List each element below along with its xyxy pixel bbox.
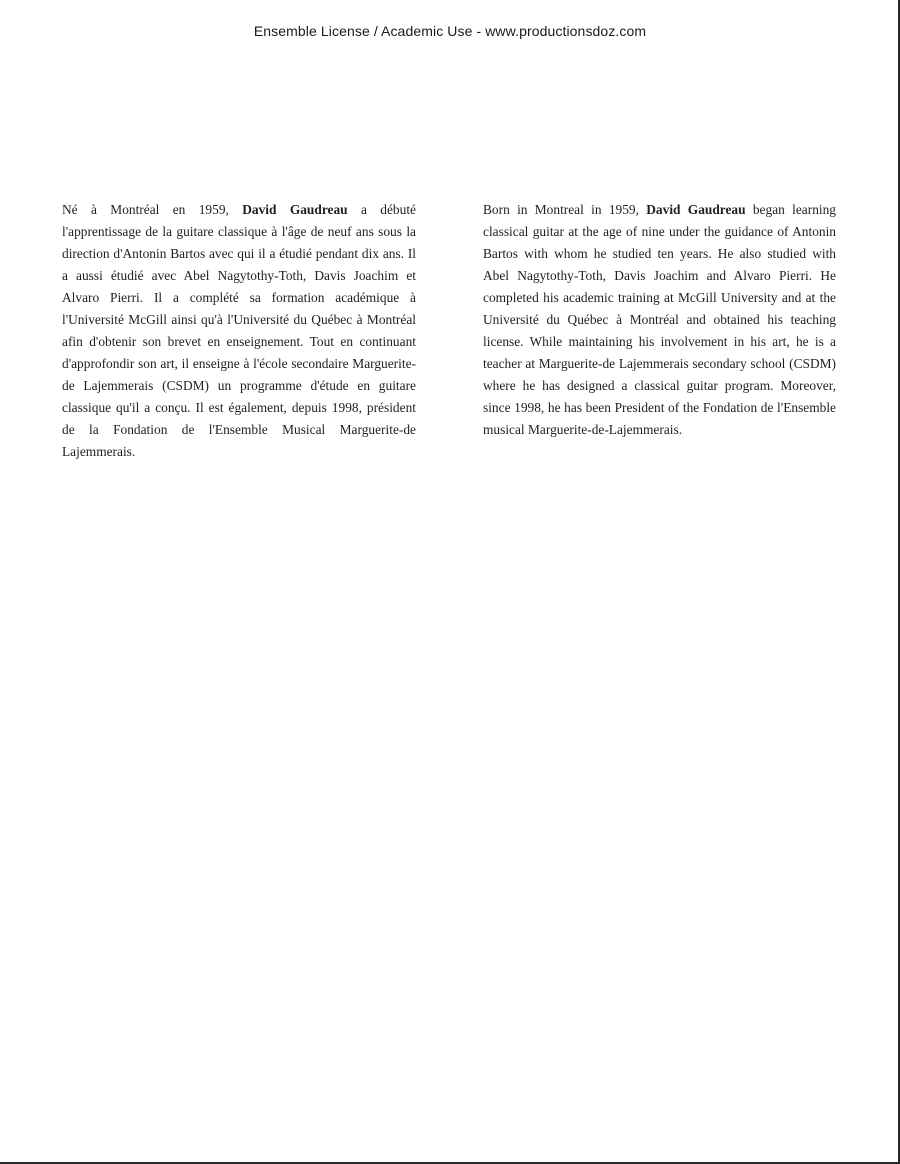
bio-fr-intro: Né à Montréal en 1959, [62,202,243,217]
bio-fr-name: David Gaudreau [242,202,348,217]
bio-en-body: began learning classical guitar at the age of nine under the guidance of Antonin Bartos with whom he studied ten years. He also studied with Abel Nagytothy-Toth, Davis Joachim and Alvaro Pierri. He completed his academic training at McGill University and at the Université du Québec à Montréal and obtained his teaching license. While maintaining his involvement in his art, he is a teacher at Marguerite-de Lajemmerais secondary school (CSDM) where he has designed a classical guitar program. Moreover, since 1998, he has been President of the Fondation de l'Ensemble musical Marguerite-de-Lajemmerais. [483,202,836,437]
biography-french [62,199,416,463]
biography-english [483,199,836,441]
bio-en-name: David Gaudreau [646,202,746,217]
license-header: Ensemble License / Academic Use - www.productionsdoz.com [253,23,647,39]
bio-en-intro: Born in Montreal in 1959, [483,202,647,217]
bio-fr-body: a débuté l'apprentissage de la guitare classique à l'âge de neuf ans sous la direction d'Antonin Bartos avec qui il a étudié pendant dix ans. Il a aussi étudié avec Abel Nagytothy-Toth, Davis Joachim et Alvaro Pierri. Il a complété sa formation académique à l'Université McGill ainsi qu'à l'Université du Québec à Montréal afin d'obtenir son brevet en enseignement. Tout en continuant d'approfondir son art, il enseigne à l'école secondaire Marguerite-de Lajemmerais (CSDM) un programme d'étude en guitare classique qu'il a conçu. Il est également, depuis 1998, président de la Fondation de l'Ensemble Musical Marguerite-de Lajemmerais. [62,202,416,459]
